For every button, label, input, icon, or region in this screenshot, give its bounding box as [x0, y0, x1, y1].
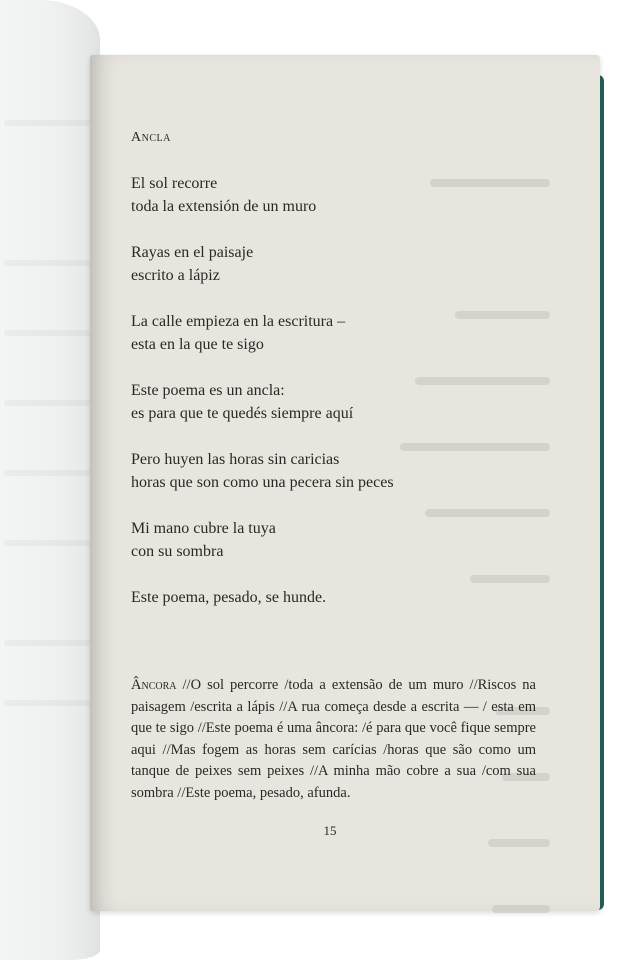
facing-page	[0, 0, 100, 960]
stanza	[131, 448, 394, 494]
poem-line: es para que te quedés siempre aquí	[131, 405, 354, 422]
stanza	[131, 172, 394, 218]
stanza	[131, 379, 394, 425]
faint-text-line	[4, 540, 96, 546]
stanza	[131, 310, 394, 356]
stanza	[131, 517, 394, 563]
poem-line: horas que son como una pecera sin peces	[131, 474, 394, 491]
faint-text-line	[4, 640, 96, 646]
stanza	[131, 241, 394, 287]
poem-line: Mi mano cubre la tuya	[131, 520, 276, 537]
translation-title: Âncora	[131, 677, 177, 693]
translation-note	[131, 675, 536, 804]
show-through-text	[400, 128, 550, 960]
poem-line: La calle empieza en la escritura –	[131, 313, 346, 330]
poem-line: El sol recorre	[131, 175, 218, 192]
faint-text-line	[4, 400, 96, 406]
poem-line: Este poema es un ancla:	[131, 382, 285, 399]
stanza	[131, 586, 394, 609]
poem-line: Rayas en el paisaje	[131, 244, 254, 261]
page-number: 15	[323, 823, 337, 838]
poem-line: esta en la que te sigo	[131, 336, 264, 353]
poem-line: Este poema, pesado, se hunde.	[131, 589, 327, 606]
faint-text-line	[4, 330, 96, 336]
poem-line: escrito a lápiz	[131, 267, 220, 284]
poem-line: toda la extensión de un muro	[131, 198, 317, 215]
faint-text-line	[4, 470, 96, 476]
poem-line: Pero huyen las horas sin caricias	[131, 451, 340, 468]
poem-title: Ancla	[131, 130, 171, 145]
translation-body: //O sol percorre /toda a extensão de um muro //Riscos na paisagem /escrita a lápis //A rua começa desde a escrita — / esta em que te sigo //Este poema é uma âncora: /é para que você fique sempre aqui //Mas fogem as horas sem carícias /horas que são como um tanque de peixes sem peixes //A minha mão cobre a sua /com sua sombra //Este poema, pesado, afunda.	[131, 677, 536, 801]
poem-body	[131, 172, 394, 632]
poem-line: con su sombra	[131, 543, 224, 560]
faint-text-line	[4, 700, 96, 706]
faint-text-line	[4, 260, 96, 266]
faint-text-line	[4, 120, 96, 126]
